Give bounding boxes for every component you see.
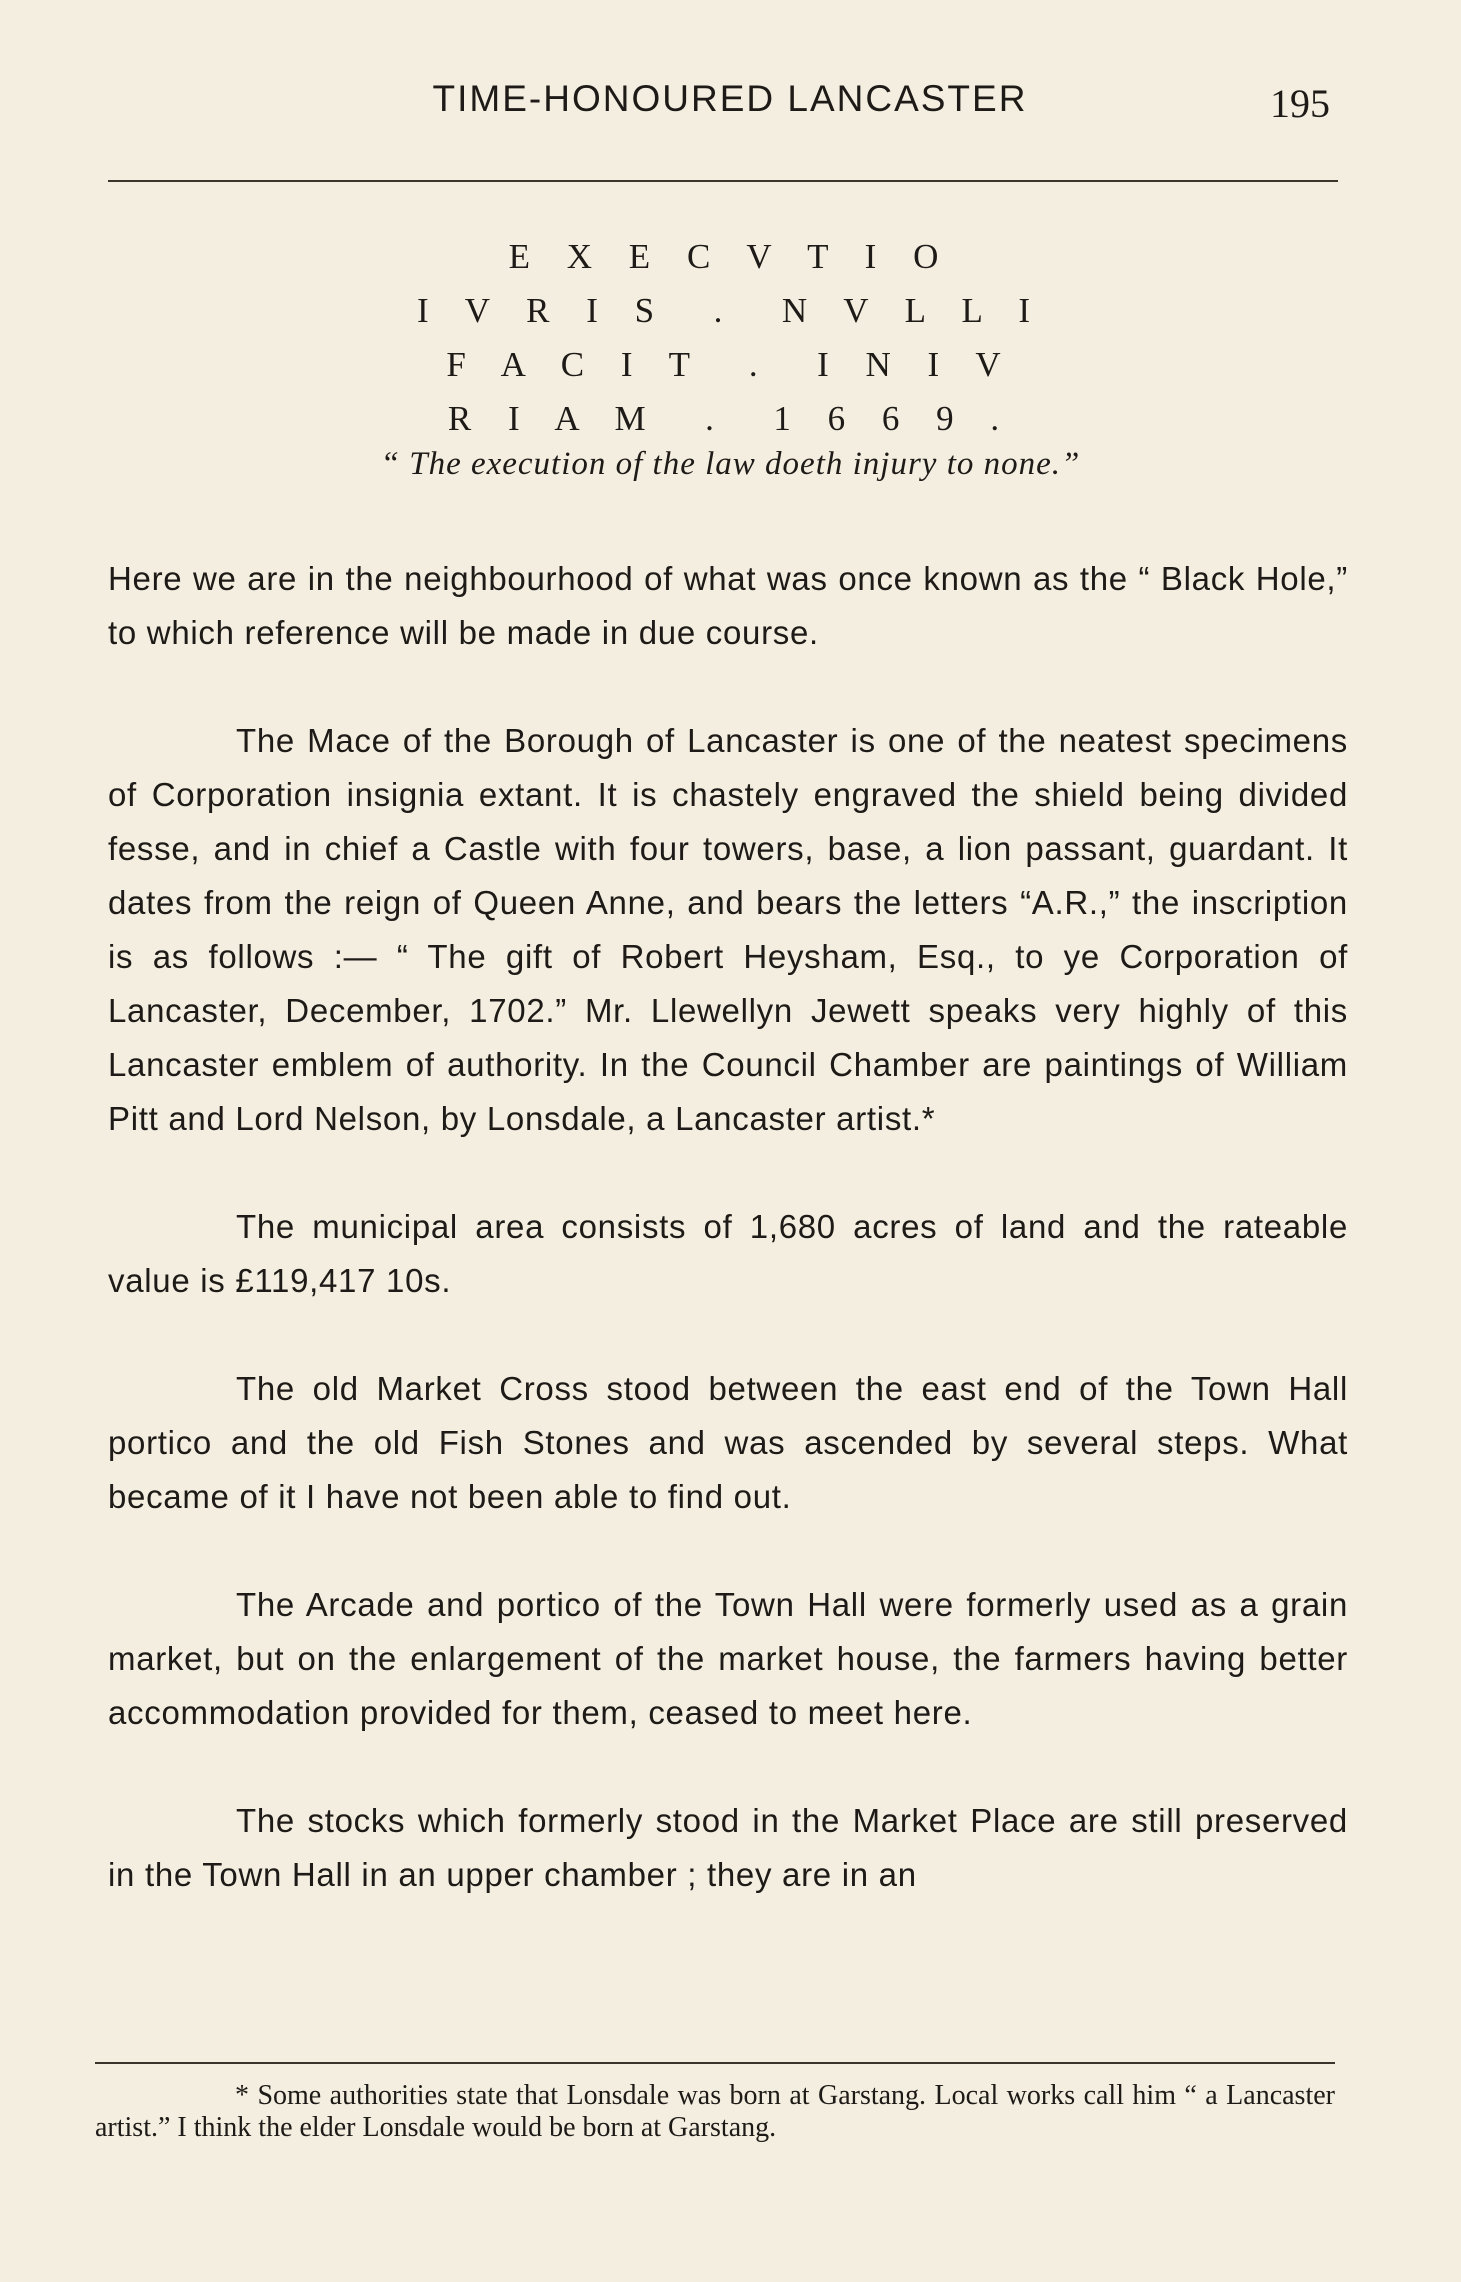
- inscription-line: I V R I S . N V L L I: [417, 291, 1044, 330]
- paragraph-arcade: The Arcade and portico of the Town Hall were formerly used as a grain market, but on the enlargement of the market house, the farmers having better accommodation provided for them, ceased to meet here.: [108, 1586, 1348, 1731]
- page-number: 195: [1270, 81, 1330, 126]
- footnote: * Some authorities state that Lonsdale was born at Garstang. Local works call him “ a Lancaster artist.” I think the elder Lonsdale would be born at Garstang.: [95, 2080, 1335, 2143]
- inscription-line: F A C I T . I N I V: [446, 345, 1015, 384]
- running-title: TIME-HONOURED LANCASTER: [432, 78, 1028, 119]
- paragraph-municipal-area: The municipal area consists of 1,680 acres of land and the rateable value is £119,417 10s.: [108, 1208, 1348, 1299]
- paragraph-mace: The Mace of the Borough of Lancaster is one of the neatest specimens of Corporation insignia extant. It is chastely engraved the shield being divided fesse, and in chief a Castle with four towers, base, a lion passant, guardant. It dates from the reign of Queen Anne, and bears the letters “A.R.,” the inscription is as follows :— “ The gift of Robert Heysham, Esq., to ye Corporation of Lancaster, December, 1702.” Mr. Llewellyn Jewett speaks very highly of this Lancaster emblem of authority. In the Council Chamber are paintings of William Pitt and Lord Nelson, by Lonsdale, a Lancaster artist.*: [108, 722, 1348, 1137]
- paragraph-stocks: The stocks which formerly stood in the Market Place are still preserved in the Town Hall in an upper chamber ; they are in an: [108, 1802, 1348, 1893]
- paragraph-black-hole: Here we are in the neighbourhood of what was once known as the “ Black Hole,” to which reference will be made in due course.: [108, 560, 1348, 651]
- paragraph-market-cross: The old Market Cross stood between the east end of the Town Hall portico and the old Fish Stones and was ascended by several steps. What became of it I have not been able to find out.: [108, 1370, 1348, 1515]
- latin-inscription: [0, 230, 1461, 446]
- footnote-rule: [95, 2062, 1335, 2064]
- header-rule: [108, 180, 1338, 182]
- body-text: [108, 552, 1348, 1902]
- inscription-line: R I A M . 1 6 6 9 .: [447, 399, 1014, 438]
- inscription-line: E X E C V T I O: [508, 237, 953, 276]
- inscription-translation: “ The execution of the law doeth injury to none.”: [380, 446, 1081, 482]
